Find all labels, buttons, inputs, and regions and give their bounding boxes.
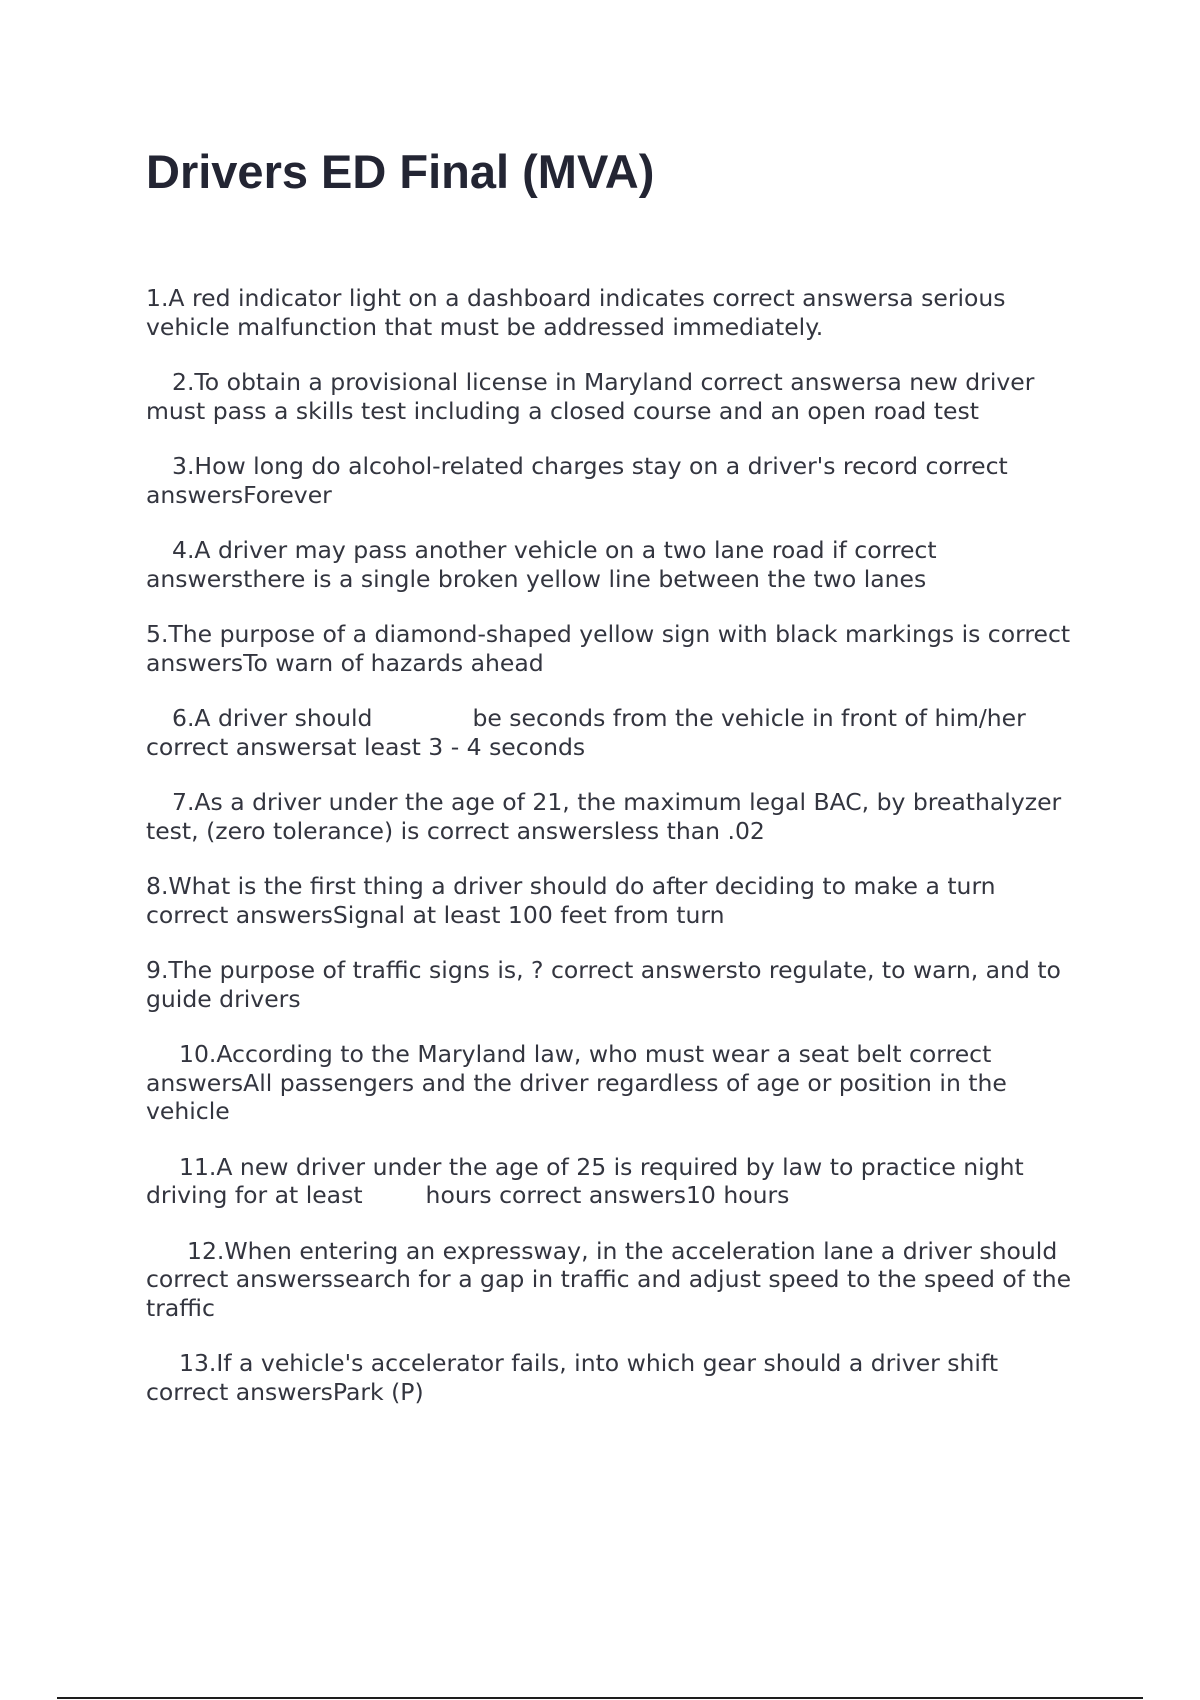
question-item-10	[146, 1040, 1076, 1126]
question-item-11	[146, 1153, 1076, 1210]
question-text: 5.The purpose of a diamond-shaped yellow sign with black markings is correct answersTo warn of hazards ahead	[146, 620, 1071, 677]
question-item-5	[146, 620, 1076, 677]
question-item-2	[146, 368, 1076, 425]
question-text: 8.What is the first thing a driver should do after deciding to make a turn correct answersSignal at least 100 feet from turn	[146, 872, 996, 929]
question-text: 7.As a driver under the age of 21, the maximum legal BAC, by breathalyzer test, (zero tolerance) is correct answersless than .02	[146, 788, 1062, 845]
question-item-4	[146, 536, 1076, 593]
question-text: 4.A driver may pass another vehicle on a two lane road if correct answersthere is a single broken yellow line between the two lanes	[146, 536, 937, 593]
question-item-6	[146, 704, 1076, 761]
question-text: 12.When entering an expressway, in the acceleration lane a driver should correct answerssearch for a gap in traffic and adjust speed to the speed of the traffic	[146, 1236, 1072, 1322]
question-item-7	[146, 788, 1076, 845]
question-text-after-blank: be seconds from the vehicle in front of him/her correct answersat least 3 - 4 seconds	[146, 704, 1026, 761]
question-text: 13.If a vehicle's accelerator fails, into which gear should a driver shift correct answersPark (P)	[146, 1349, 999, 1406]
question-item-9	[146, 956, 1076, 1013]
question-item-12	[146, 1237, 1076, 1323]
question-text: 2.To obtain a provisional license in Maryland correct answersa new driver must pass a skills test including a closed course and an open road test	[146, 368, 1035, 425]
question-text: 3.How long do alcohol-related charges stay on a driver's record correct answersForever	[146, 452, 1008, 509]
question-text: 1.A red indicator light on a dashboard indicates correct answersa serious vehicle malfunction that must be addressed immediately.	[146, 284, 1006, 341]
question-text: 10.According to the Maryland law, who must wear a seat belt correct answersAll passengers and the driver regardless of age or position in the vehicle	[146, 1040, 1007, 1125]
question-list	[146, 284, 1076, 1433]
question-text-before-blank: 6.A driver should	[172, 704, 373, 732]
question-text-after-blank: hours correct answers10 hours	[425, 1181, 790, 1209]
question-item-1	[146, 284, 1076, 341]
question-item-3	[146, 452, 1076, 509]
question-item-13	[146, 1349, 1076, 1406]
question-item-8	[146, 872, 1076, 929]
page-title: Drivers ED Final (MVA)	[146, 145, 655, 198]
question-text: 9.The purpose of traffic signs is, ? correct answersto regulate, to warn, and to guide drivers	[146, 956, 1061, 1013]
footer-divider	[57, 1697, 1143, 1699]
question-text-before-blank: 11.A new driver under the age of 25 is required by law to practice night driving for at least	[146, 1152, 1024, 1209]
